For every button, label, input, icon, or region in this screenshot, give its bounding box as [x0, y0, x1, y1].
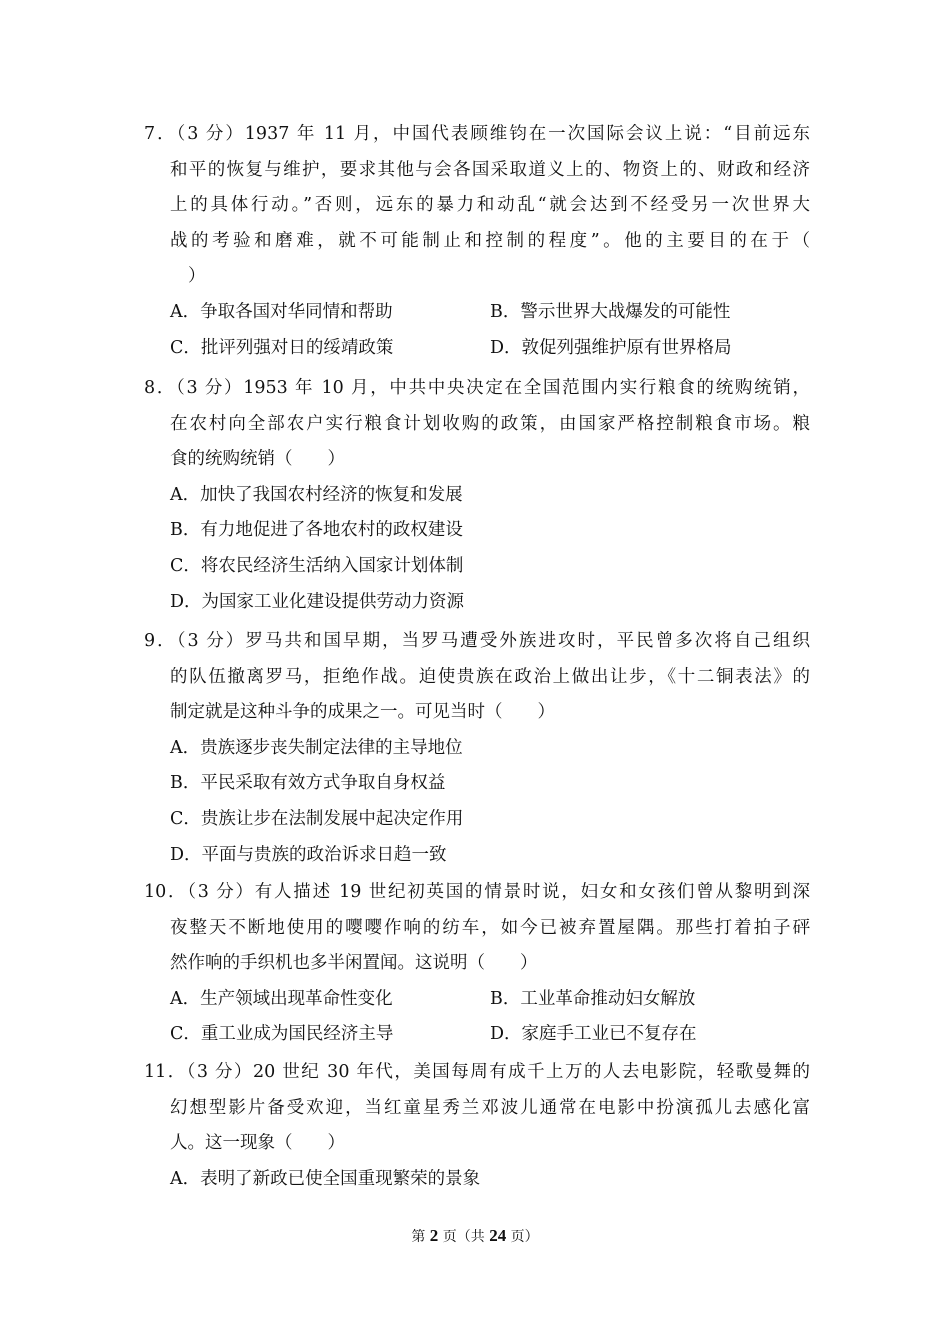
question-10 [144, 875, 810, 1053]
option-c: C．批评列强对日的绥靖政策 [170, 337, 394, 358]
question-stem-line: 7．（3 分）1937 年 11 月，中国代表顾维钧在一次国际会议上说：“目前远东 [144, 124, 810, 144]
option-c: C．将农民经济生活纳入国家计划体制 [170, 555, 464, 576]
question-stem-line: 的队伍撤离罗马，拒绝作战。迫使贵族在政治上做出让步，《十二铜表法》的 [170, 666, 810, 687]
question-stem-line: 人。这一现象（ ） [170, 1133, 345, 1154]
question-stem-line: 制定就是这种斗争的成果之一。可见当时（ ） [170, 702, 555, 723]
option-b: B．工业革命推动妇女解放 [490, 988, 696, 1009]
option-a: A．生产领域出现革命性变化 [170, 988, 393, 1009]
question-stem-line: 战的考验和磨难，就不可能制止和控制的程度”。他的主要目的在于（ [170, 230, 810, 251]
option-b: B．有力地促进了各地农村的政权建设 [170, 520, 463, 541]
page-footer [0, 1226, 950, 1246]
footer-suffix: 页） [510, 1229, 539, 1245]
question-stem-line: 9．（3 分）罗马共和国早期，当罗马遭受外族进攻时，平民曾多次将自己组织 [144, 631, 810, 651]
option-b: B．平民采取有效方式争取自身权益 [170, 773, 446, 794]
question-stem-line: 8．（3 分）1953 年 10 月，中共中央决定在全国范围内实行粮食的统购统销， [144, 378, 810, 398]
question-stem-line: 幻想型影片备受欢迎，当红童星秀兰邓波儿通常在电影中扮演孤儿去感化富 [170, 1097, 810, 1118]
question-stem-line: 11．（3 分）20 世纪 30 年代，美国每周有成千上万的人去电影院，轻歌曼舞的 [144, 1062, 810, 1082]
option-a: A．贵族逐步丧失制定法律的主导地位 [170, 737, 463, 758]
option-c: C．贵族让步在法制发展中起决定作用 [170, 808, 464, 829]
question-stem-line: 食的统购统销（ ） [170, 449, 345, 470]
footer-middle: 页（共 [442, 1229, 485, 1245]
option-row [144, 982, 810, 1018]
question-stem-line: 夜整天不断地使用的嘤嘤作响的纺车，如今已被弃置屋隅。那些打着拍子砰 [170, 917, 810, 938]
question-stem-line: 然作响的手织机也多半闲置闻。这说明（ ） [170, 953, 538, 974]
question-stem-line: 和平的恢复与维护，要求其他与会各国采取道义上的、物资上的、财政和经济 [170, 159, 810, 180]
footer-page-number: 2 [429, 1226, 439, 1245]
footer-total-pages: 24 [489, 1226, 507, 1245]
question-7 [144, 117, 810, 366]
option-a: A．表明了新政已使全国重现繁荣的景象 [170, 1168, 481, 1189]
option-row [144, 1017, 810, 1053]
option-b: B．警示世界大战爆发的可能性 [490, 301, 731, 322]
option-a: A．争取各国对华同情和帮助 [170, 301, 393, 322]
option-d: D．敦促列强维护原有世界格局 [490, 337, 732, 358]
question-8 [144, 371, 810, 620]
option-row [144, 331, 810, 367]
option-d: D．平面与贵族的政治诉求日趋一致 [170, 844, 447, 865]
question-11 [144, 1055, 810, 1197]
option-a: A．加快了我国农村经济的恢复和发展 [170, 484, 463, 505]
footer-prefix: 第 [411, 1229, 426, 1245]
option-d: D．家庭手工业已不复存在 [490, 1024, 697, 1045]
question-stem-line: 上的具体行动。”否则，远东的暴力和动乱“就会达到不经受另一次世界大 [170, 195, 810, 216]
option-row [144, 295, 810, 331]
option-d: D．为国家工业化建设提供劳动力资源 [170, 591, 465, 612]
question-stem-line: ） [188, 266, 206, 287]
question-9 [144, 624, 810, 873]
question-stem-line: 在农村向全部农户实行粮食计划收购的政策，由国家严格控制粮食市场。粮 [170, 413, 810, 434]
option-c: C．重工业成为国民经济主导 [170, 1024, 394, 1045]
question-stem-line: 10．（3 分）有人描述 19 世纪初英国的情景时说，妇女和女孩们曾从黎明到深 [144, 882, 810, 902]
